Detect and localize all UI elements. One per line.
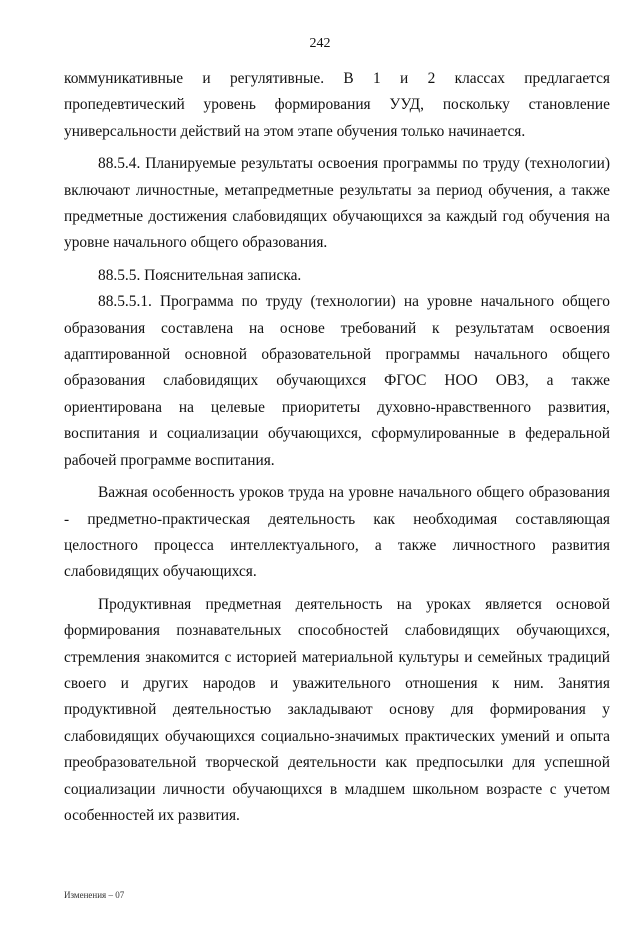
paragraph-88-5-5-1: 88.5.5.1. Программа по труду (технологии) на уровне начального общего образования составлена на основе требований к результатам освоения адаптированной основной образовательной программы начального общего образования слабовидящих обучающихся ФГОС НОО ОВЗ, а также ориентирована на целевые приоритеты духовно-нравственного развития, воспитания и социализации обучающихся, сформулированные в федеральной рабочей программе воспитания. xyxy=(64,293,610,469)
paragraph-88-5-4: 88.5.4. Планируемые результаты освоения программы по труду (технологии) включают личностные, метапредметные результаты за период обучения, а также предметные достижения слабовидящих обучающихся за каждый год обучения на уровне начального общего образования. xyxy=(64,155,610,252)
footer-note: Изменения – 07 xyxy=(64,890,125,900)
body-text xyxy=(64,66,610,829)
paragraph-lessons-feature: Важная особенность уроков труда на уровне начального общего образования - предметно-практическая деятельность как необходимая составляющая целостного процесса интеллектуального, а также личностного развития слабовидящих обучающихся. xyxy=(64,484,610,581)
paragraph-88-5-5: 88.5.5. Пояснительная записка. xyxy=(98,266,302,284)
page-number: 242 xyxy=(309,36,331,51)
paragraph-continuation: коммуникативные и регулятивные. В 1 и 2 классах предлагается пропедевтический уровень формирования УУД, поскольку становление универсальности действий на этом этапе обучения только начинается. xyxy=(64,70,610,140)
paragraph-productive-activity: Продуктивная предметная деятельность на уроках является основой формирования познавательных способностей слабовидящих обучающихся, стремления знакомится с историей материальной культуры и семейных традиций своего и других народов и уважительного отношения к ним. Занятия продуктивной деятельностью закладывают основу для формирования у слабовидящих обучающихся социально-значимых практических умений и опыта преобразовательной творческой деятельности как предпосылки для успешной социализации личности обучающихся в младшем школьном возрасте с учетом особенностей их развития. xyxy=(64,595,610,824)
